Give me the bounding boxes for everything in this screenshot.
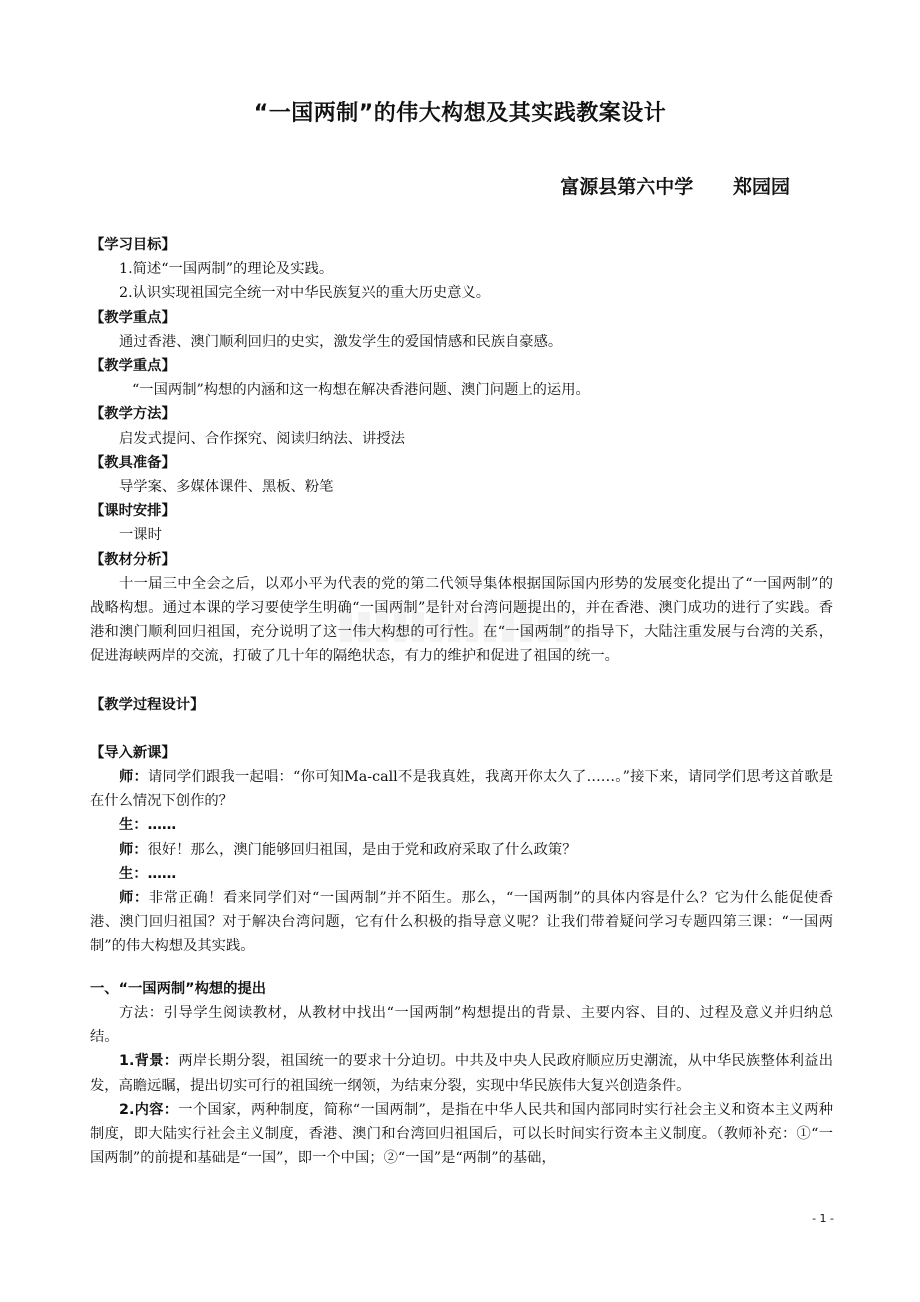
document-title: “一国两制”的伟大构想及其实践教案设计	[253, 101, 667, 126]
dialog-line	[90, 862, 833, 886]
spacer	[90, 959, 833, 977]
spacer	[90, 669, 833, 693]
paragraph: 方法：引导学生阅读教材，从教材中找出“一国两制”构想提出的背景、主要内容、目的、过程及意义并归纳总结。	[90, 1004, 833, 1046]
section-heading: 【教学方法】	[90, 406, 176, 423]
section-heading: 【教具准备】	[90, 454, 176, 471]
page-number: - 1 -	[812, 1212, 834, 1225]
paragraph: 十一届三中全会之后，以邓小平为代表的党的第二代领导集体根据国际国内形势的发展变化提出了“一国两制”的战略构想。通过本课的学习要使学生明确“一国两制”是针对台湾问题提出的，并在香港、澳门成功的进行了实践。香港和澳门顺利回归祖国，充分说明了这一伟大构想的可行性。在“一国两制”的指导下，大陆注重发展与台湾的关系，促进海峡两岸的交流，打破了几十年的隔绝状态，有力的维护和促进了祖国的统一。	[90, 575, 833, 665]
dialog-text: ……	[147, 817, 177, 834]
part-heading: 一、“一国两制”构想的提出	[90, 980, 267, 997]
speaker-label: 师：	[119, 841, 148, 858]
speaker-label: 师：	[119, 890, 149, 907]
section-heading: 【教学重点】	[90, 309, 176, 326]
document-body	[90, 233, 833, 1170]
paragraph: “一国两制”构想的内涵和这一构想在解决香港问题、澳门问题上的运用。	[132, 382, 590, 399]
paragraph: 启发式提问、合作探究、阅读归纳法、讲授法	[119, 430, 405, 447]
list-item	[90, 1049, 833, 1097]
dialog-text: 请同学们跟我一起唱：“你可知Ma-call不是我真姓，我离开你太久了……。”接下来，请同学们思考这首歌是在什么情况下创作的？	[90, 769, 834, 810]
dialog-line	[90, 886, 833, 959]
section-heading: 【教材分析】	[90, 551, 176, 568]
dialog-line	[90, 765, 833, 813]
author-line: 富源县第六中学 郑园园	[560, 176, 790, 198]
section-heading: 【教学重点】	[90, 358, 176, 375]
section-heading: 【教学过程设计】	[90, 696, 205, 713]
list-item	[90, 1098, 833, 1171]
section-heading: 【课时安排】	[90, 503, 176, 520]
dialog-line	[90, 838, 833, 862]
dialog-text: ……	[147, 865, 177, 882]
item-label: 2.内容：	[119, 1101, 179, 1118]
paragraph: 2.认识实现祖国完全统一对中华民族复兴的重大历史意义。	[119, 285, 491, 302]
dialog-text: 很好！那么，澳门能够回归祖国，是由于党和政府采取了什么政策？	[147, 841, 577, 858]
paragraph: 通过香港、澳门顺利回归的史实，激发学生的爱国情感和民族自豪感。	[119, 333, 563, 350]
spacer	[90, 717, 833, 741]
paragraph: 导学案、多媒体课件、黑板、粉笔	[119, 479, 334, 496]
paragraph: 一课时	[119, 527, 162, 544]
speaker-label: 生：	[119, 865, 148, 882]
speaker-label: 生：	[119, 817, 148, 834]
section-heading: 【学习目标】	[90, 237, 176, 253]
section-heading: 【导入新课】	[90, 744, 176, 761]
item-text: 两岸长期分裂，祖国统一的要求十分迫切。中共及中央人民政府顺应历史潮流，从中华民族整体利益出发，高瞻远瞩，提出切实可行的祖国统一纲领，为结束分裂，实现中华民族伟大复兴创造条件。	[90, 1053, 833, 1094]
item-label: 1.背景：	[119, 1053, 179, 1070]
dialog-text: 非常正确！看来同学们对“一国两制”并不陌生。那么，“一国两制”的具体内容是什么？它为什么能促使香港、澳门回归祖国？对于解决台湾问题，它有什么积极的指导意义呢？让我们带着疑问学习专题四第三课：“一国两制”的伟大构想及其实践。	[90, 890, 833, 955]
speaker-label: 师：	[119, 769, 149, 786]
paragraph: 1.简述“一国两制”的理论及实践。	[119, 261, 334, 278]
item-text: 一个国家，两种制度，简称“一国两制”，是指在中华人民共和国内部同时实行社会主义和资本主义两种制度，即大陆实行社会主义制度，香港、澳门和台湾回归祖国后，可以长时间实行资本主义制度。（教师补充：①“一国两制”的前提和基础是“一国”，即一个中国；②“一国”是“两制”的基础，	[90, 1101, 833, 1167]
dialog-line	[90, 813, 833, 837]
